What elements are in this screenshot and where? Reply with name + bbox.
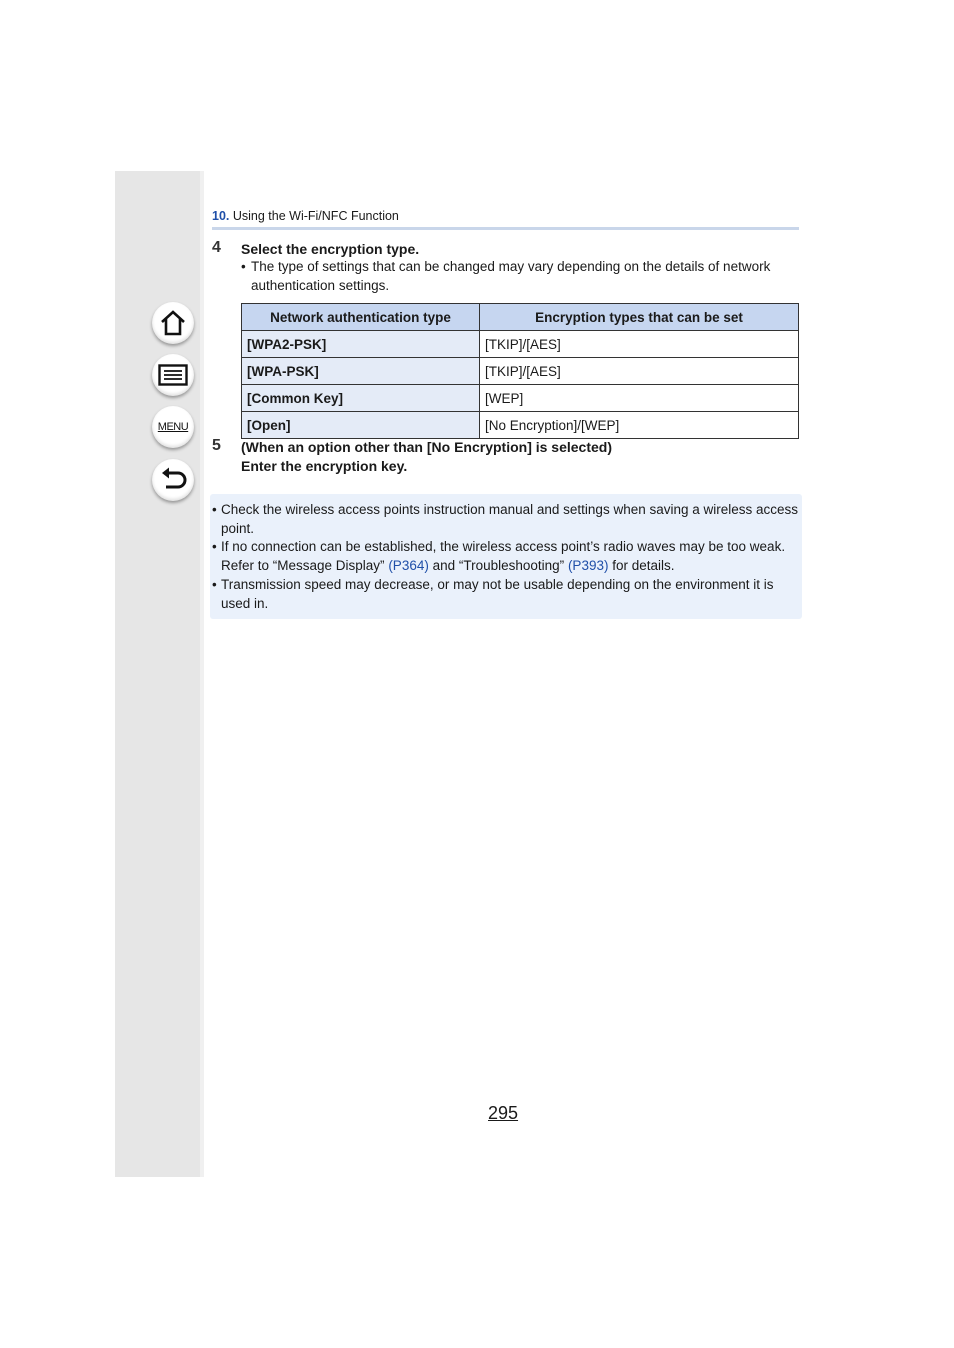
auth-type-cell: [WPA2-PSK] [242, 331, 480, 358]
step-4-bullet-text: The type of settings that can be changed may vary depending on the details of network authentication settings. [251, 259, 771, 293]
table-row [242, 358, 799, 385]
table-header-auth: Network authentication type [242, 304, 480, 331]
auth-type-cell: [Common Key] [242, 385, 480, 412]
table-header-row [242, 304, 799, 331]
back-button[interactable] [152, 459, 194, 501]
note-item: • If no connection can be established, the wireless access point’s radio waves may be too weak. Refer to “Message Display” (P364) and “Troubleshooting” (P393) for details. [212, 539, 786, 573]
encryption-cell: [WEP] [480, 385, 799, 412]
chapter-title: Using the Wi-Fi/NFC Function [232, 209, 399, 223]
home-icon [159, 309, 187, 337]
step-4-bullet: • The type of settings that can be changed may vary depending on the details of network authentication settings. [241, 257, 799, 295]
sidebar-edge [200, 171, 204, 1177]
contents-button[interactable] [152, 354, 194, 396]
header-rule [212, 227, 799, 230]
step-5-title: Enter the encryption key. [241, 458, 408, 474]
step-5-condition: (When an option other than [No Encryption] is selected) [241, 439, 613, 455]
encryption-cell: [TKIP]/[AES] [480, 358, 799, 385]
encryption-cell: [TKIP]/[AES] [480, 331, 799, 358]
step-4-number: 4 [212, 239, 221, 256]
chapter-number: 10. [212, 209, 230, 223]
step-4-title: Select the encryption type. [241, 241, 420, 257]
note-item: • Transmission speed may decrease, or may not be usable depending on the environment it is used in. [212, 575, 800, 613]
troubleshooting-link[interactable]: (P393) [567, 558, 609, 573]
auth-type-cell: [WPA-PSK] [242, 358, 480, 385]
chapter-header [212, 209, 799, 228]
encryption-table [241, 303, 799, 439]
note-text: and “Troubleshooting” [428, 558, 568, 573]
step-5-number: 5 [212, 437, 221, 454]
auth-type-cell: [Open] [242, 412, 480, 439]
note-text: Transmission speed may decrease, or may not be usable depending on the environment it is used in. [221, 577, 774, 611]
note-text: If no connection can be established, the wireless access point’s radio waves may be too weak. Refer to “Message Display” [221, 539, 786, 573]
page-number: 295 [488, 1103, 519, 1123]
table-row [242, 331, 799, 358]
note-box [210, 494, 802, 619]
list-icon [158, 364, 188, 386]
note-text: Check the wireless access points instruction manual and settings when saving a wireless access point. [221, 502, 799, 536]
table-header-enc: Encryption types that can be set [480, 304, 799, 331]
note-item: • Check the wireless access points instruction manual and settings when saving a wireless access point. [212, 502, 799, 536]
table-row [242, 385, 799, 412]
table-row [242, 412, 799, 439]
return-arrow-icon [159, 467, 187, 493]
menu-button[interactable] [152, 406, 194, 448]
home-button[interactable] [152, 302, 194, 344]
note-text: for details. [608, 558, 675, 573]
encryption-cell: [No Encryption]/[WEP] [480, 412, 799, 439]
menu-label: MENU [157, 421, 189, 433]
message-display-link[interactable]: (P364) [388, 558, 429, 573]
